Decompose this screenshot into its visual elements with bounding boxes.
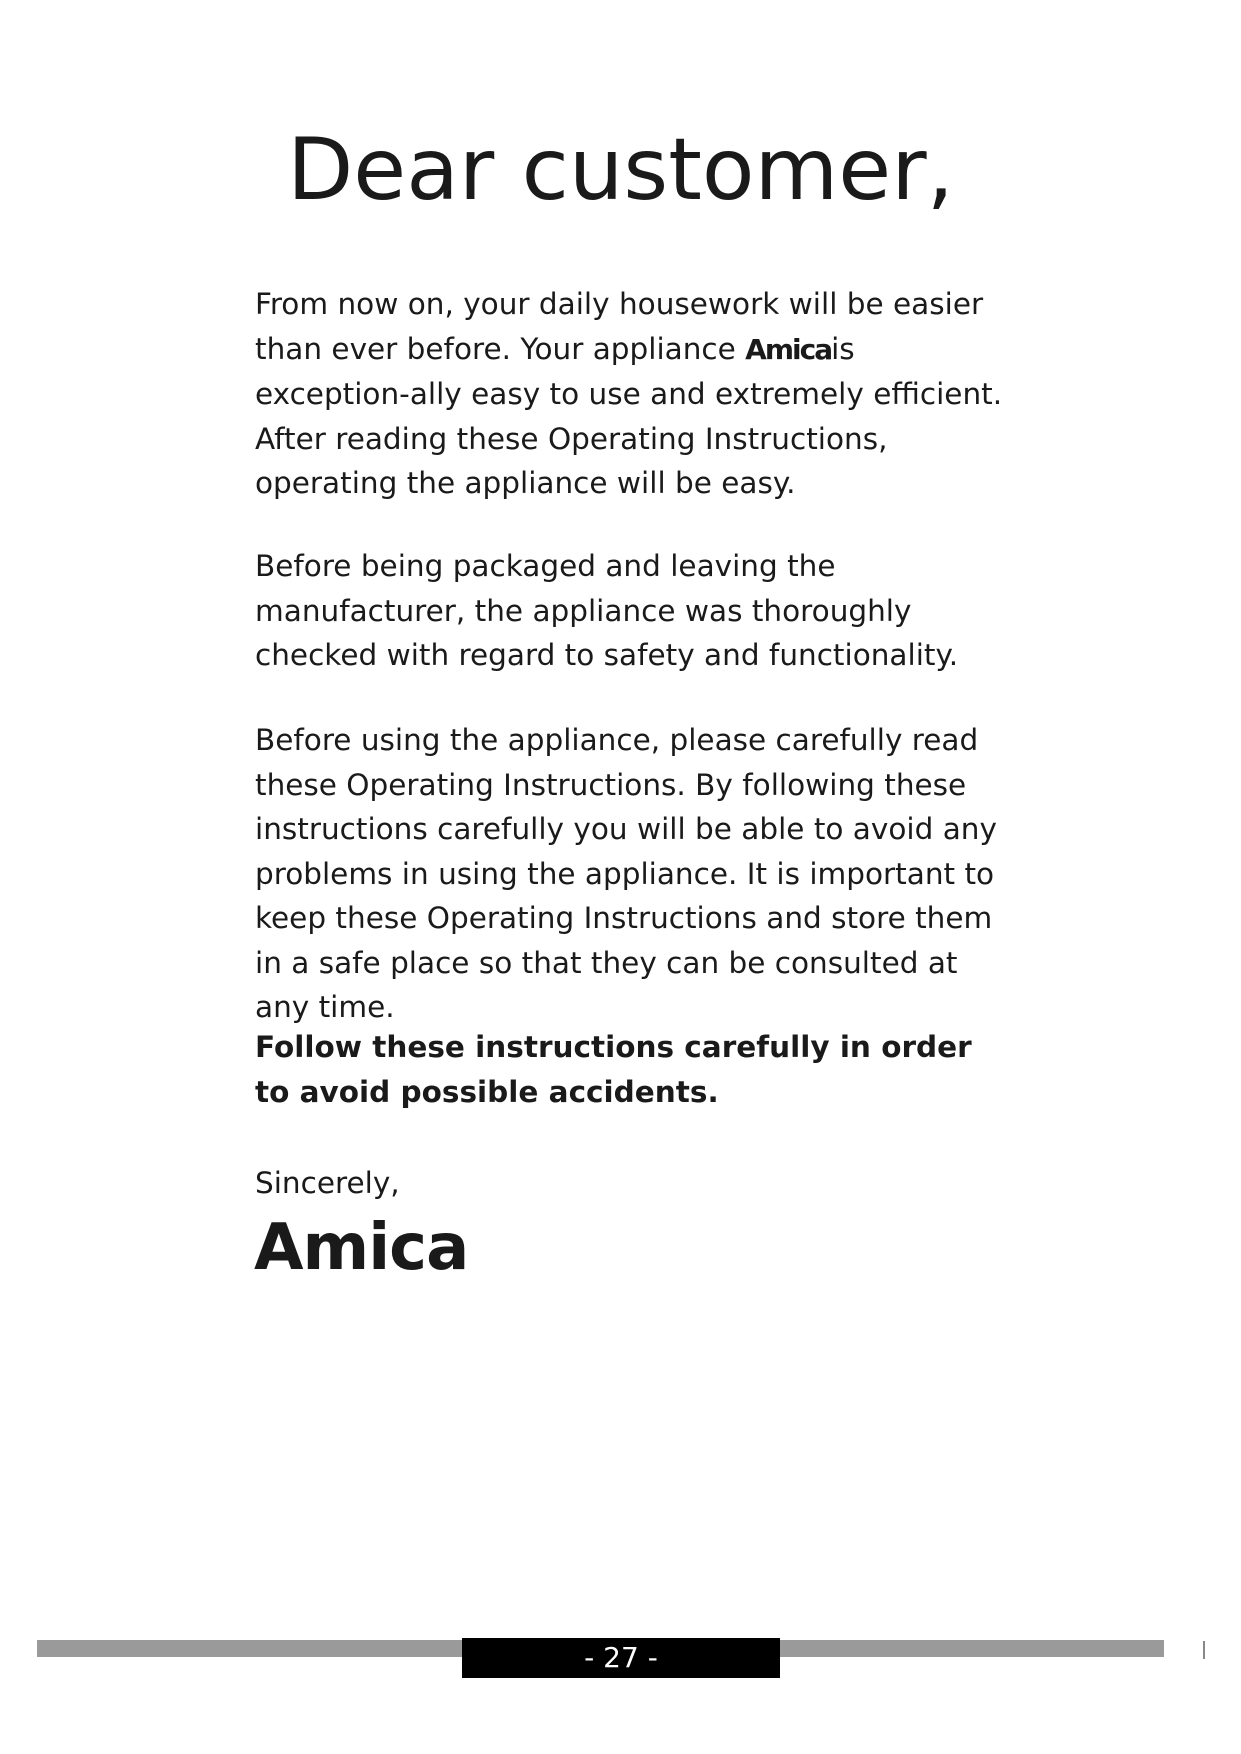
intro-text-start: From now on, your daily housework will be easier than ever before. Your appliance xyxy=(255,287,984,366)
read-instructions-paragraph: Before using the appliance, please carefully read these Operating Instructions. By following these instructions carefully you will be able to avoid any problems in using the appliance. It is important to keep these Operating Instructions and store them in a safe place so that they can be consulted at any time. xyxy=(255,723,997,1024)
page-title: Dear customer, xyxy=(287,120,954,220)
closing-salutation: Sincerely, xyxy=(255,1166,400,1200)
safety-warning-paragraph: Follow these instructions carefully in order to avoid possible accidents. xyxy=(255,1030,972,1109)
intro-text-end: is exception-ally easy to use and extremely efficient. After reading these Operating Instructions, operating the appliance will be easy. xyxy=(255,331,1003,500)
amica-logo: Amica xyxy=(254,1211,469,1285)
intro-paragraph xyxy=(255,282,1015,506)
inline-brand-name: Amica xyxy=(745,332,832,366)
quality-check-paragraph: Before being packaged and leaving the manufacturer, the appliance was thoroughly checked with regard to safety and functionality. xyxy=(255,549,959,672)
edge-mark xyxy=(1203,1641,1205,1659)
page-number: - 27 - xyxy=(462,1638,780,1678)
